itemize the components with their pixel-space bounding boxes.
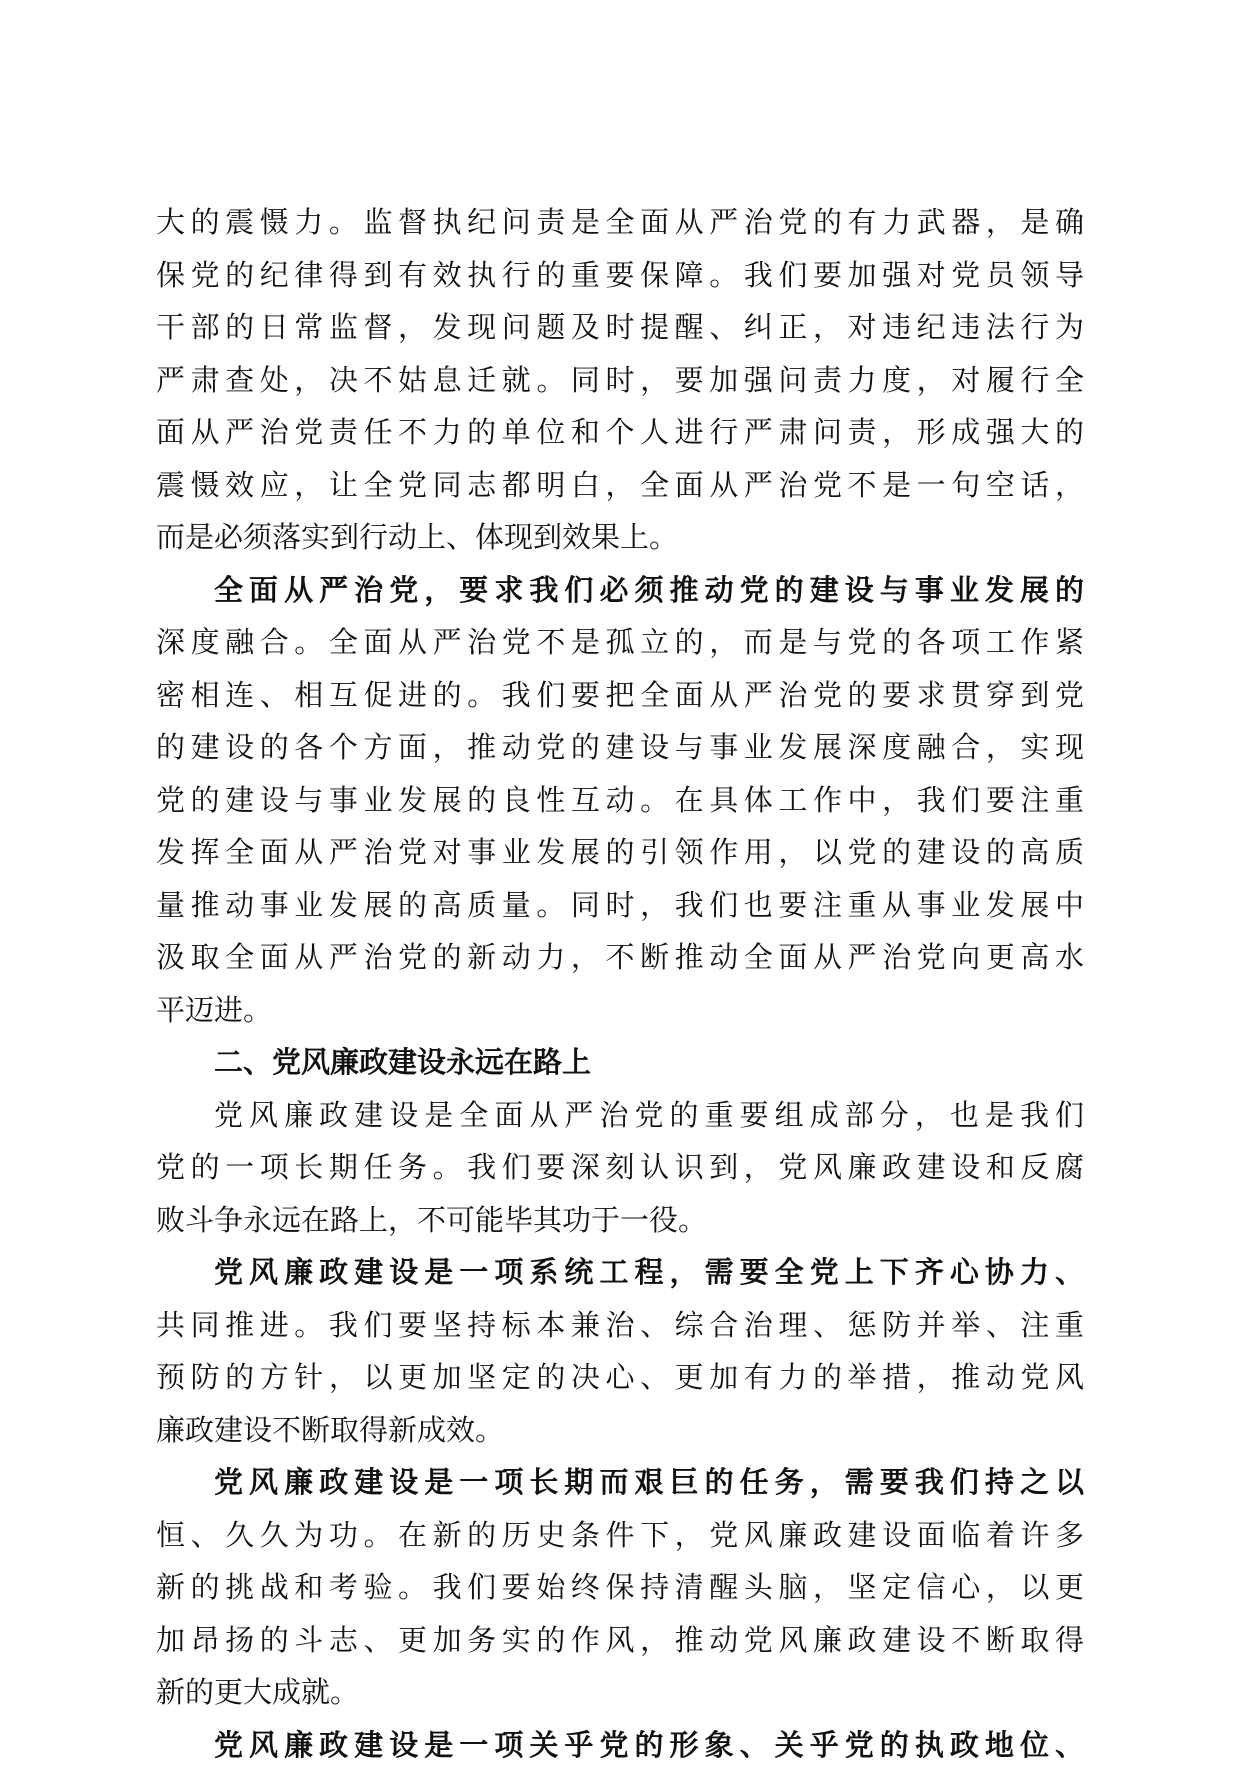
paragraph-long-term-task — [156, 1089, 1084, 1247]
text-line: 全面从严治党，要求我们必须推动党的建设与事业发展的 — [156, 564, 1084, 617]
text-line: 深度融合。全面从严治党不是孤立的，而是与党的各项工作紧 — [156, 616, 1084, 669]
paragraph-systematic-project — [156, 1246, 1084, 1456]
paragraph-supervision — [156, 196, 1084, 564]
document-body — [156, 196, 1084, 1771]
paragraph-integration — [156, 564, 1084, 1037]
text-line: 发挥全面从严治党对事业发展的引领作用，以党的建设的高质 — [156, 826, 1084, 879]
text-line: 大的震慑力。监督执纪问责是全面从严治党的有力武器，是确 — [156, 196, 1084, 249]
paragraph-arduous-task — [156, 1456, 1084, 1719]
text-line: 面从严治党责任不力的单位和个人进行严肃问责，形成强大的 — [156, 406, 1084, 459]
text-line: 预防的方针，以更加坚定的决心、更加有力的举措，推动党风 — [156, 1351, 1084, 1404]
text-line: 的建设的各个方面，推动党的建设与事业发展深度融合，实现 — [156, 721, 1084, 774]
text-line: 新的更大成就。 — [156, 1666, 1084, 1719]
text-line: 震慑效应，让全党同志都明白，全面从严治党不是一句空话， — [156, 459, 1084, 512]
text-line: 汲取全面从严治党的新动力，不断推动全面从严治党向更高水 — [156, 931, 1084, 984]
text-line: 加昂扬的斗志、更加务实的作风，推动党风廉政建设不断取得 — [156, 1614, 1084, 1667]
text-line: 新的挑战和考验。我们要始终保持清醒头脑，坚定信心，以更 — [156, 1561, 1084, 1614]
text-line: 党的建设与事业发展的良性互动。在具体工作中，我们要注重 — [156, 774, 1084, 827]
text-line: 保党的纪律得到有效执行的重要保障。我们要加强对党员领导 — [156, 249, 1084, 302]
text-line: 党风廉政建设是一项长期而艰巨的任务，需要我们持之以 — [156, 1456, 1084, 1509]
text-line: 败斗争永远在路上，不可能毕其功于一役。 — [156, 1194, 1084, 1247]
text-line: 廉政建设不断取得新成效。 — [156, 1404, 1084, 1457]
text-line: 严肃查处，决不姑息迁就。同时，要加强问责力度，对履行全 — [156, 354, 1084, 407]
text-line: 共同推进。我们要坚持标本兼治、综合治理、惩防并举、注重 — [156, 1299, 1084, 1352]
text-line: 党风廉政建设是一项系统工程，需要全党上下齐心协力、 — [156, 1246, 1084, 1299]
text-line: 密相连、相互促进的。我们要把全面从严治党的要求贯穿到党 — [156, 669, 1084, 722]
text-line: 平迈进。 — [156, 984, 1084, 1037]
text-line: 党风廉政建设是全面从严治党的重要组成部分，也是我们 — [156, 1089, 1084, 1142]
text-line: 党的一项长期任务。我们要深刻认识到，党风廉政建设和反腐 — [156, 1141, 1084, 1194]
text-line: 而是必须落实到行动上、体现到效果上。 — [156, 511, 1084, 564]
text-line: 恒、久久为功。在新的历史条件下，党风廉政建设面临着许多 — [156, 1509, 1084, 1562]
paragraph-party-image — [156, 1719, 1084, 1771]
text-line: 干部的日常监督，发现问题及时提醒、纠正，对违纪违法行为 — [156, 301, 1084, 354]
section-heading: 二、党风廉政建设永远在路上 — [156, 1036, 1084, 1089]
text-line: 党风廉政建设是一项关乎党的形象、关乎党的执政地位、 — [156, 1719, 1084, 1771]
text-line: 量推动事业发展的高质量。同时，我们也要注重从事业发展中 — [156, 879, 1084, 932]
